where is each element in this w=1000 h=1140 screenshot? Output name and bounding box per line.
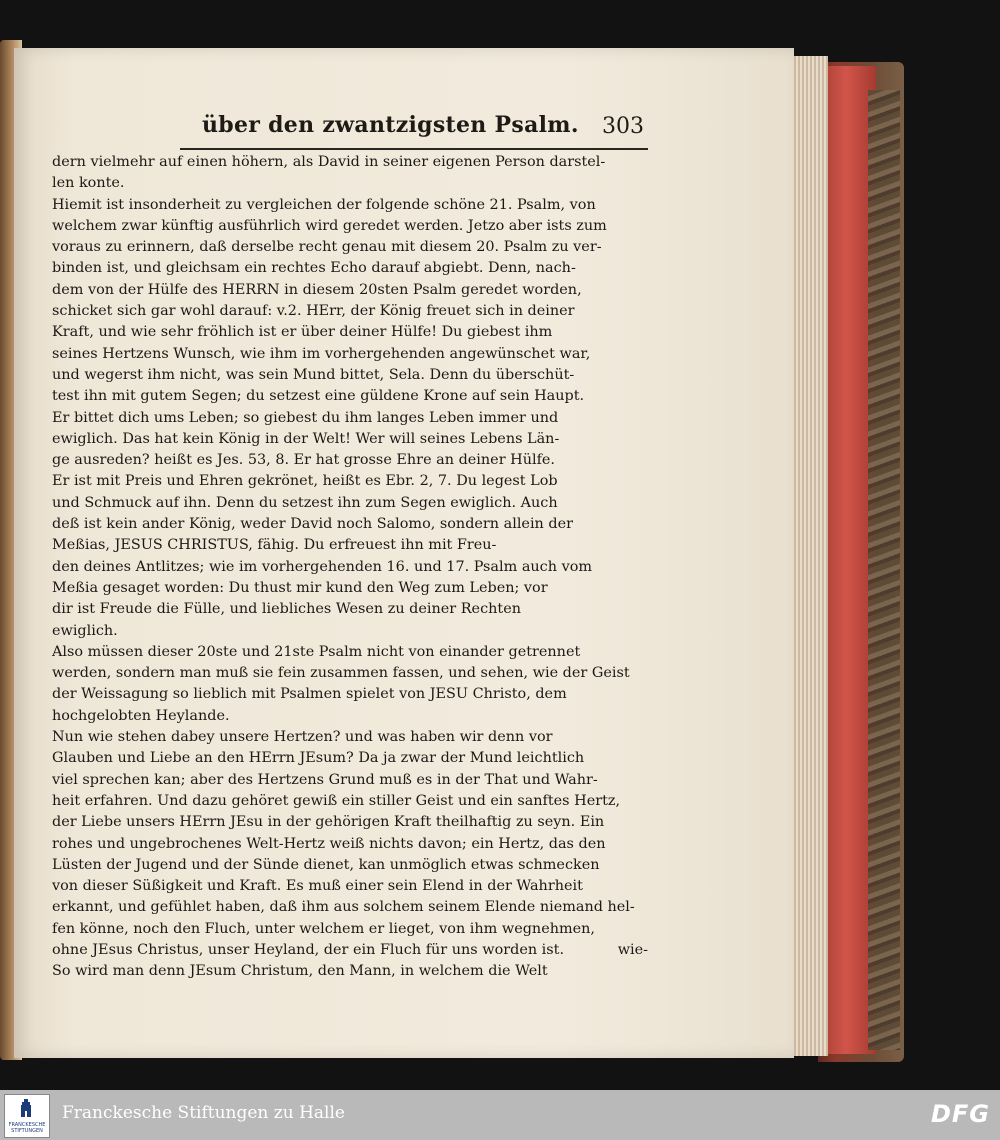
text-line: deß ist kein ander König, weder David noch Salomo, sondern allein der [52,516,573,533]
text-line: schicket sich gar wohl darauf: v.2. HErr, der König freuet sich in deiner [52,303,575,320]
text-line: ohne JEsus Christus, unser Heyland, der ein Fluch für uns worden ist. [52,941,565,958]
text-line: Nun wie stehen dabey unsere Hertzen? und was haben wir denn vor [52,729,553,746]
text-line: ewiglich. [52,622,118,639]
viewer-footer [0,1090,1000,1140]
text-line: Glauben und Liebe an den HErrn JEsum? Da ja zwar der Mund leichtlich [52,750,585,767]
logo-caption: FRANCKESCHE STIFTUNGEN [8,1122,46,1134]
text-line: len konte. [52,175,125,192]
text-line: erkannt, und gefühlet haben, daß ihm aus solchem seinem Elende niemand hel- [52,899,635,916]
institution-logo[interactable] [4,1094,50,1138]
text-line: der Weissagung so lieblich mit Psalmen spielet von JESU Christo, dem [52,686,567,703]
marbled-cover [868,90,900,1050]
text-line: Hiemit ist insonderheit zu vergleichen der folgende schöne 21. Psalm, von [52,196,596,213]
text-line: hochgelobten Heylande. [52,707,230,724]
text-line: dem von der Hülfe des HERRN in diesem 20sten Psalm geredet worden, [52,281,582,298]
text-line: von dieser Süßigkeit und Kraft. Es muß einer sein Elend in der Wahrheit [52,878,583,895]
text-line: binden ist, und gleichsam ein rechtes Echo darauf abgiebt. Denn, nach- [52,260,576,277]
text-line: So wird man denn JEsum Christum, den Mann, in welchem die Welt [52,963,548,980]
catchword: wie- [617,942,648,958]
text-line: den deines Antlitzes; wie im vorhergehenden 16. und 17. Psalm auch vom [52,558,593,575]
franckesche-logo-icon [19,1099,33,1119]
text-line: dern vielmehr auf einen höhern, als David in seiner eigenen Person darstel- [52,154,606,170]
text-line: Kraft, und wie sehr fröhlich ist er über deiner Hülfe! Du giebest ihm [52,324,553,341]
institution-name: Franckesche Stiftungen zu Halle [62,1103,345,1123]
text-line: und wegerst ihm nicht, was sein Mund bittet, Sela. Denn du überschüt- [52,366,575,383]
text-line: fen könne, noch den Fluch, unter welchem er lieget, von ihm wegnehmen, [52,920,595,937]
running-title: über den zwantzigsten Psalm. [202,112,579,138]
text-line: dir ist Freude die Fülle, und liebliches Wesen zu deiner Rechten [52,601,521,618]
text-line: viel sprechen kan; aber des Hertzens Grund muß es in der That und Wahr- [52,771,598,788]
text-line: welchem zwar künftig ausführlich wird geredet werden. Jetzo aber ists zum [52,217,607,234]
text-line: Er bittet dich ums Leben; so giebest du ihm langes Leben immer und [52,409,559,426]
body-text [52,152,652,983]
text-line: Lüsten der Jugend und der Sünde dienet, kan unmöglich etwas schmecken [52,856,600,873]
text-line: Also müssen dieser 20ste und 21ste Psalm nicht von einander getrennet [52,643,581,660]
text-line: ge ausreden? heißt es Jes. 53, 8. Er hat grosse Ehre an deiner Hülfe. [52,452,555,469]
text-line: der Liebe unsers HErrn JEsu in der gehörigen Kraft theilhaftig zu seyn. Ein [52,814,605,831]
text-line: Er ist mit Preis und Ehren gekrönet, heißt es Ebr. 2, 7. Du legest Lob [52,473,558,490]
text-line: werden, sondern man muß sie fein zusammen fassen, und sehen, wie der Geist [52,665,630,682]
text-line: voraus zu erinnern, daß derselbe recht genau mit diesem 20. Psalm zu ver- [52,239,602,256]
text-line: seines Hertzens Wunsch, wie ihm im vorhergehenden angewünschet war, [52,345,591,362]
dfg-logo[interactable]: DFG [930,1100,990,1128]
text-line: Meßia gesaget worden: Du thust mir kund den Weg zum Leben; vor [52,579,548,596]
text-line: Meßias, JESUS CHRISTUS, fähig. Du erfreuest ihn mit Freu- [52,537,497,554]
text-line: heit erfahren. Und dazu gehöret gewiß ein stiller Geist und ein sanftes Hertz, [52,792,621,809]
text-line: test ihn mit gutem Segen; du setzest eine güldene Krone auf sein Haupt. [52,388,585,405]
text-line: und Schmuck auf ihn. Denn du setzest ihn zum Segen ewiglich. Auch [52,494,558,511]
page-header [180,106,648,150]
page-number: 303 [602,114,644,139]
text-line: rohes und ungebrochenes Welt-Hertz weiß nichts davon; ein Hertz, das den [52,835,606,852]
text-line: ewiglich. Das hat kein König in der Welt! Wer will seines Lebens Län- [52,430,560,447]
